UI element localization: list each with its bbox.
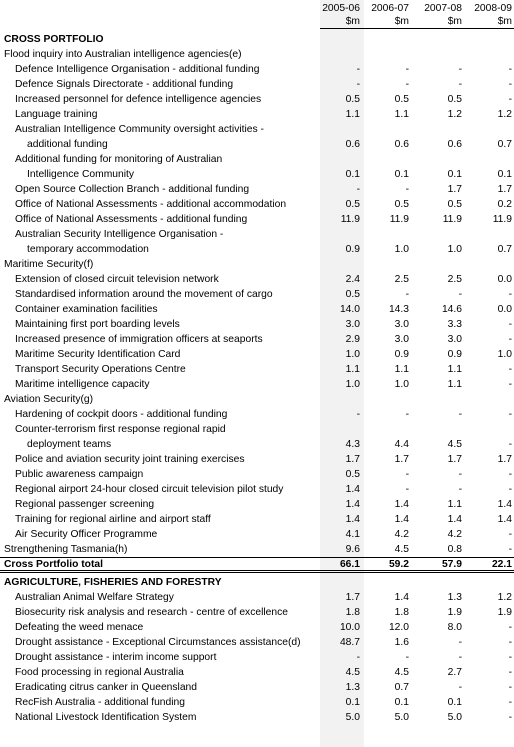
section-heading-row [0,32,514,47]
value-cell: - [508,484,512,495]
group-heading-row [0,392,514,407]
row-label: National Livestock Identification System [15,712,197,723]
value-cell: 3.0 [447,334,462,345]
row-label: Counter-terrorism first response regional rapid [15,424,226,435]
row-label: Drought assistance - interim income support [15,652,217,663]
row-label: Defeating the weed menace [15,622,144,633]
value-cell: - [458,682,462,693]
row-label: Strengthening Tasmania(h) [4,544,128,555]
row-label: Police and aviation security joint training exercises [15,454,245,465]
row-label-continuation: temporary accommodation [27,244,149,255]
value-cell: 4.1 [345,529,360,540]
value-cell: 0.5 [447,94,462,105]
row-label: Defence Intelligence Organisation - additional funding [15,64,260,75]
value-cell: - [508,379,512,390]
row-label: Standardised information around the movement of cargo [15,289,273,300]
row-label: AGRICULTURE, FISHERIES AND FORESTRY [4,577,222,588]
table-row [0,665,514,680]
row-label: Maritime Security Identification Card [15,349,181,360]
value-cell: - [508,469,512,480]
table-row [0,635,514,650]
value-cell: 1.7 [394,454,409,465]
table-row [0,482,514,497]
value-cell: 14.6 [441,304,462,315]
value-cell: - [508,697,512,708]
value-cell: 9.6 [345,544,360,555]
table-row [0,407,514,422]
value-cell: 1.7 [447,184,462,195]
value-cell: 11.9 [442,214,462,225]
row-label-continuation: additional funding [27,139,108,150]
value-cell: 1.1 [447,499,462,510]
value-cell: 0.6 [345,139,360,150]
value-cell: 0.5 [345,469,360,480]
value-cell: - [405,409,409,420]
value-cell: 4.5 [345,667,360,678]
value-cell: 1.3 [345,682,360,693]
value-cell: 1.4 [497,499,512,510]
value-cell: 0.2 [497,199,512,210]
value-cell: 5.0 [447,712,462,723]
value-cell: 11.9 [492,214,512,225]
value-cell: 1.7 [447,454,462,465]
value-cell: 0.8 [447,544,462,555]
table-row [0,152,514,182]
value-cell: 0.5 [345,289,360,300]
row-label: Increased presence of immigration officers at seaports [15,334,263,345]
row-label-continuation: Intelligence Community [27,169,135,180]
table-row [0,227,514,257]
value-cell: - [458,484,462,495]
value-cell: - [508,682,512,693]
table-row [0,422,514,452]
value-cell: 1.1 [345,364,360,375]
value-cell: 0.9 [447,349,462,360]
row-label: Australian Animal Welfare Strategy [15,592,174,603]
row-label: Additional funding for monitoring of Australian [15,154,223,165]
value-cell: - [458,79,462,90]
row-label: Biosecurity risk analysis and research - centre of excellence [15,607,288,618]
value-cell: 1.0 [497,349,512,360]
value-cell: - [405,652,409,663]
value-cell: - [508,94,512,105]
value-cell: - [356,184,360,195]
table-row [0,527,514,542]
table-row [0,605,514,620]
row-label: Aviation Security(g) [4,394,94,405]
table-row [0,302,514,317]
value-cell: - [405,79,409,90]
value-cell: 1.0 [394,244,409,255]
table-row [0,77,514,92]
table-row [0,590,514,605]
column-year-header: 2007-08 [424,3,462,14]
value-cell: 0.1 [394,697,409,708]
value-cell: 0.5 [394,94,409,105]
row-label: Regional passenger screening [15,499,155,510]
value-cell: 1.7 [497,454,512,465]
table-row [0,620,514,635]
value-cell: 11.9 [389,214,409,225]
value-cell: 14.0 [339,304,360,315]
value-cell: 1.4 [394,592,409,603]
value-cell: - [508,652,512,663]
value-cell: 14.3 [388,304,409,315]
row-label: Public awareness campaign [15,469,144,480]
value-cell: 1.4 [447,514,462,525]
value-cell: 10.0 [339,622,360,633]
value-cell: 2.5 [447,274,462,285]
row-label: Eradicating citrus canker in Queensland [15,682,198,693]
value-cell: 0.1 [447,169,462,180]
value-cell: - [508,64,512,75]
section-heading-row [0,575,514,590]
value-cell: 3.0 [394,319,409,330]
value-cell: 4.5 [394,667,409,678]
value-cell: 0.5 [447,199,462,210]
value-cell: - [458,652,462,663]
value-cell: 11.9 [340,214,360,225]
value-cell: 1.9 [497,607,512,618]
value-cell: 2.4 [345,274,360,285]
table-row [0,287,514,302]
table-row [0,347,514,362]
value-cell: 1.4 [345,499,360,510]
value-cell: - [405,64,409,75]
value-cell: 1.8 [345,607,360,618]
row-label: Food processing in regional Australia [15,667,184,678]
value-cell: - [405,184,409,195]
value-cell: 5.0 [394,712,409,723]
value-cell: 0.7 [394,682,409,693]
value-cell: - [508,319,512,330]
row-label: Defence Signals Directorate - additional funding [15,79,234,90]
value-cell: 1.2 [447,109,462,120]
value-cell: 3.0 [394,334,409,345]
group-heading-row [0,542,514,557]
value-cell: - [356,409,360,420]
row-label: Air Security Officer Programme [15,529,158,540]
table-row [0,710,514,725]
row-label: Office of National Assessments - additional funding [15,214,248,225]
table-row [0,317,514,332]
row-label: Language training [15,109,98,120]
value-cell: 0.5 [394,199,409,210]
value-cell: - [458,409,462,420]
value-cell: - [405,289,409,300]
value-cell: - [508,712,512,723]
row-label: Hardening of cockpit doors - additional funding [15,409,228,420]
row-label: CROSS PORTFOLIO [4,34,104,45]
column-unit-header: $m [497,16,512,27]
value-cell: 66.1 [339,559,360,570]
row-label: Maritime Security(f) [4,259,94,270]
total-rule [0,557,514,558]
table-row [0,650,514,665]
value-cell: 0.1 [447,697,462,708]
value-cell: 1.3 [447,592,462,603]
column-year-header: 2008-09 [474,3,512,14]
value-cell: 0.0 [497,274,512,285]
value-cell: 1.4 [394,499,409,510]
value-cell: 1.4 [345,514,360,525]
value-cell: 0.7 [497,139,512,150]
value-cell: 1.2 [497,592,512,603]
table-row [0,182,514,197]
row-label: Drought assistance - Exceptional Circumstances assistance(d) [15,637,301,648]
value-cell: 57.9 [441,559,462,570]
column-year-header: 2005-06 [322,3,360,14]
value-cell: 8.0 [447,622,462,633]
row-label: Training for regional airline and airport staff [15,514,211,525]
value-cell: 1.0 [345,349,360,360]
row-label: Cross Portfolio total [4,559,103,570]
table-row [0,272,514,287]
value-cell: - [356,79,360,90]
table-row [0,197,514,212]
value-cell: - [508,289,512,300]
value-cell: - [508,409,512,420]
table-row [0,695,514,710]
row-label: Australian Intelligence Community oversight activities - [15,124,264,135]
value-cell: 59.2 [388,559,409,570]
table-row [0,377,514,392]
value-cell: 4.2 [394,529,409,540]
row-label: Increased personnel for defence intelligence agencies [15,94,262,105]
value-cell: 0.9 [394,349,409,360]
value-cell: 1.1 [394,109,409,120]
value-cell: - [458,637,462,648]
row-label: Australian Security Intelligence Organisation - [15,229,224,240]
value-cell: 4.5 [447,439,462,450]
table-row [0,122,514,152]
group-heading-row [0,47,514,62]
value-cell: 2.9 [345,334,360,345]
value-cell: - [508,622,512,633]
value-cell: 1.1 [345,109,360,120]
value-cell: 1.9 [447,607,462,618]
value-cell: 1.0 [447,244,462,255]
row-label: RecFish Australia - additional funding [15,697,185,708]
value-cell: 1.8 [394,607,409,618]
value-cell: 0.7 [497,244,512,255]
total-rule [0,572,514,573]
value-cell: 1.2 [497,109,512,120]
value-cell: 4.4 [394,439,409,450]
row-label: Maintaining first port boarding levels [15,319,180,330]
table-row [0,212,514,227]
value-cell: 1.6 [394,637,409,648]
value-cell: - [508,529,512,540]
value-cell: 1.4 [345,484,360,495]
group-heading-row [0,257,514,272]
header-rule [320,28,514,29]
row-label-continuation: deployment teams [27,439,112,450]
value-cell: 0.1 [497,169,512,180]
table-row [0,332,514,347]
row-label: Regional airport 24-hour closed circuit television pilot study [15,484,284,495]
table-row [0,497,514,512]
value-cell: 0.5 [345,199,360,210]
value-cell: 0.6 [447,139,462,150]
table-row [0,452,514,467]
value-cell: 0.1 [394,169,409,180]
value-cell: 3.0 [345,319,360,330]
value-cell: 0.0 [497,304,512,315]
value-cell: 1.0 [394,379,409,390]
value-cell: 1.1 [447,379,462,390]
value-cell: - [356,652,360,663]
row-label: Open Source Collection Branch - additional funding [15,184,250,195]
row-label: Extension of closed circuit television network [15,274,219,285]
value-cell: 1.7 [345,454,360,465]
value-cell: 4.3 [345,439,360,450]
value-cell: - [458,469,462,480]
value-cell: - [405,469,409,480]
value-cell: 12.0 [388,622,409,633]
row-label: Flood inquiry into Australian intelligence agencies(e) [4,49,242,60]
value-cell: - [508,79,512,90]
table-row [0,680,514,695]
value-cell: 1.7 [497,184,512,195]
row-label: Office of National Assessments - additional accommodation [15,199,287,210]
value-cell: 0.6 [394,139,409,150]
value-cell: - [508,334,512,345]
value-cell: 1.7 [345,592,360,603]
value-cell: 3.3 [447,319,462,330]
value-cell: 0.1 [345,697,360,708]
value-cell: 1.1 [394,364,409,375]
value-cell: 0.5 [345,94,360,105]
table-row [0,107,514,122]
value-cell: 0.1 [345,169,360,180]
value-cell: - [508,544,512,555]
value-cell: 4.5 [394,544,409,555]
value-cell: - [356,64,360,75]
row-label: Container examination facilities [15,304,158,315]
value-cell: 1.4 [394,514,409,525]
column-unit-header: $m [394,16,409,27]
table-row [0,512,514,527]
value-cell: 1.0 [345,379,360,390]
value-cell: 2.7 [447,667,462,678]
table-row [0,62,514,77]
value-cell: 2.5 [394,274,409,285]
table-row [0,362,514,377]
value-cell: 48.7 [339,637,360,648]
value-cell: - [508,637,512,648]
value-cell: - [508,667,512,678]
value-cell: 5.0 [345,712,360,723]
row-label: Maritime intelligence capacity [15,379,150,390]
value-cell: - [458,64,462,75]
value-cell: - [405,484,409,495]
column-unit-header: $m [345,16,360,27]
value-cell: - [508,439,512,450]
total-rule [0,570,514,571]
value-cell: 1.4 [497,514,512,525]
table-row [0,467,514,482]
value-cell: - [458,289,462,300]
value-cell: - [508,364,512,375]
value-cell: 0.9 [345,244,360,255]
value-cell: 4.2 [447,529,462,540]
column-year-header: 2006-07 [371,3,409,14]
column-unit-header: $m [447,16,462,27]
value-cell: 1.1 [447,364,462,375]
value-cell: 22.1 [491,559,512,570]
row-label: Transport Security Operations Centre [15,364,186,375]
table-row [0,92,514,107]
